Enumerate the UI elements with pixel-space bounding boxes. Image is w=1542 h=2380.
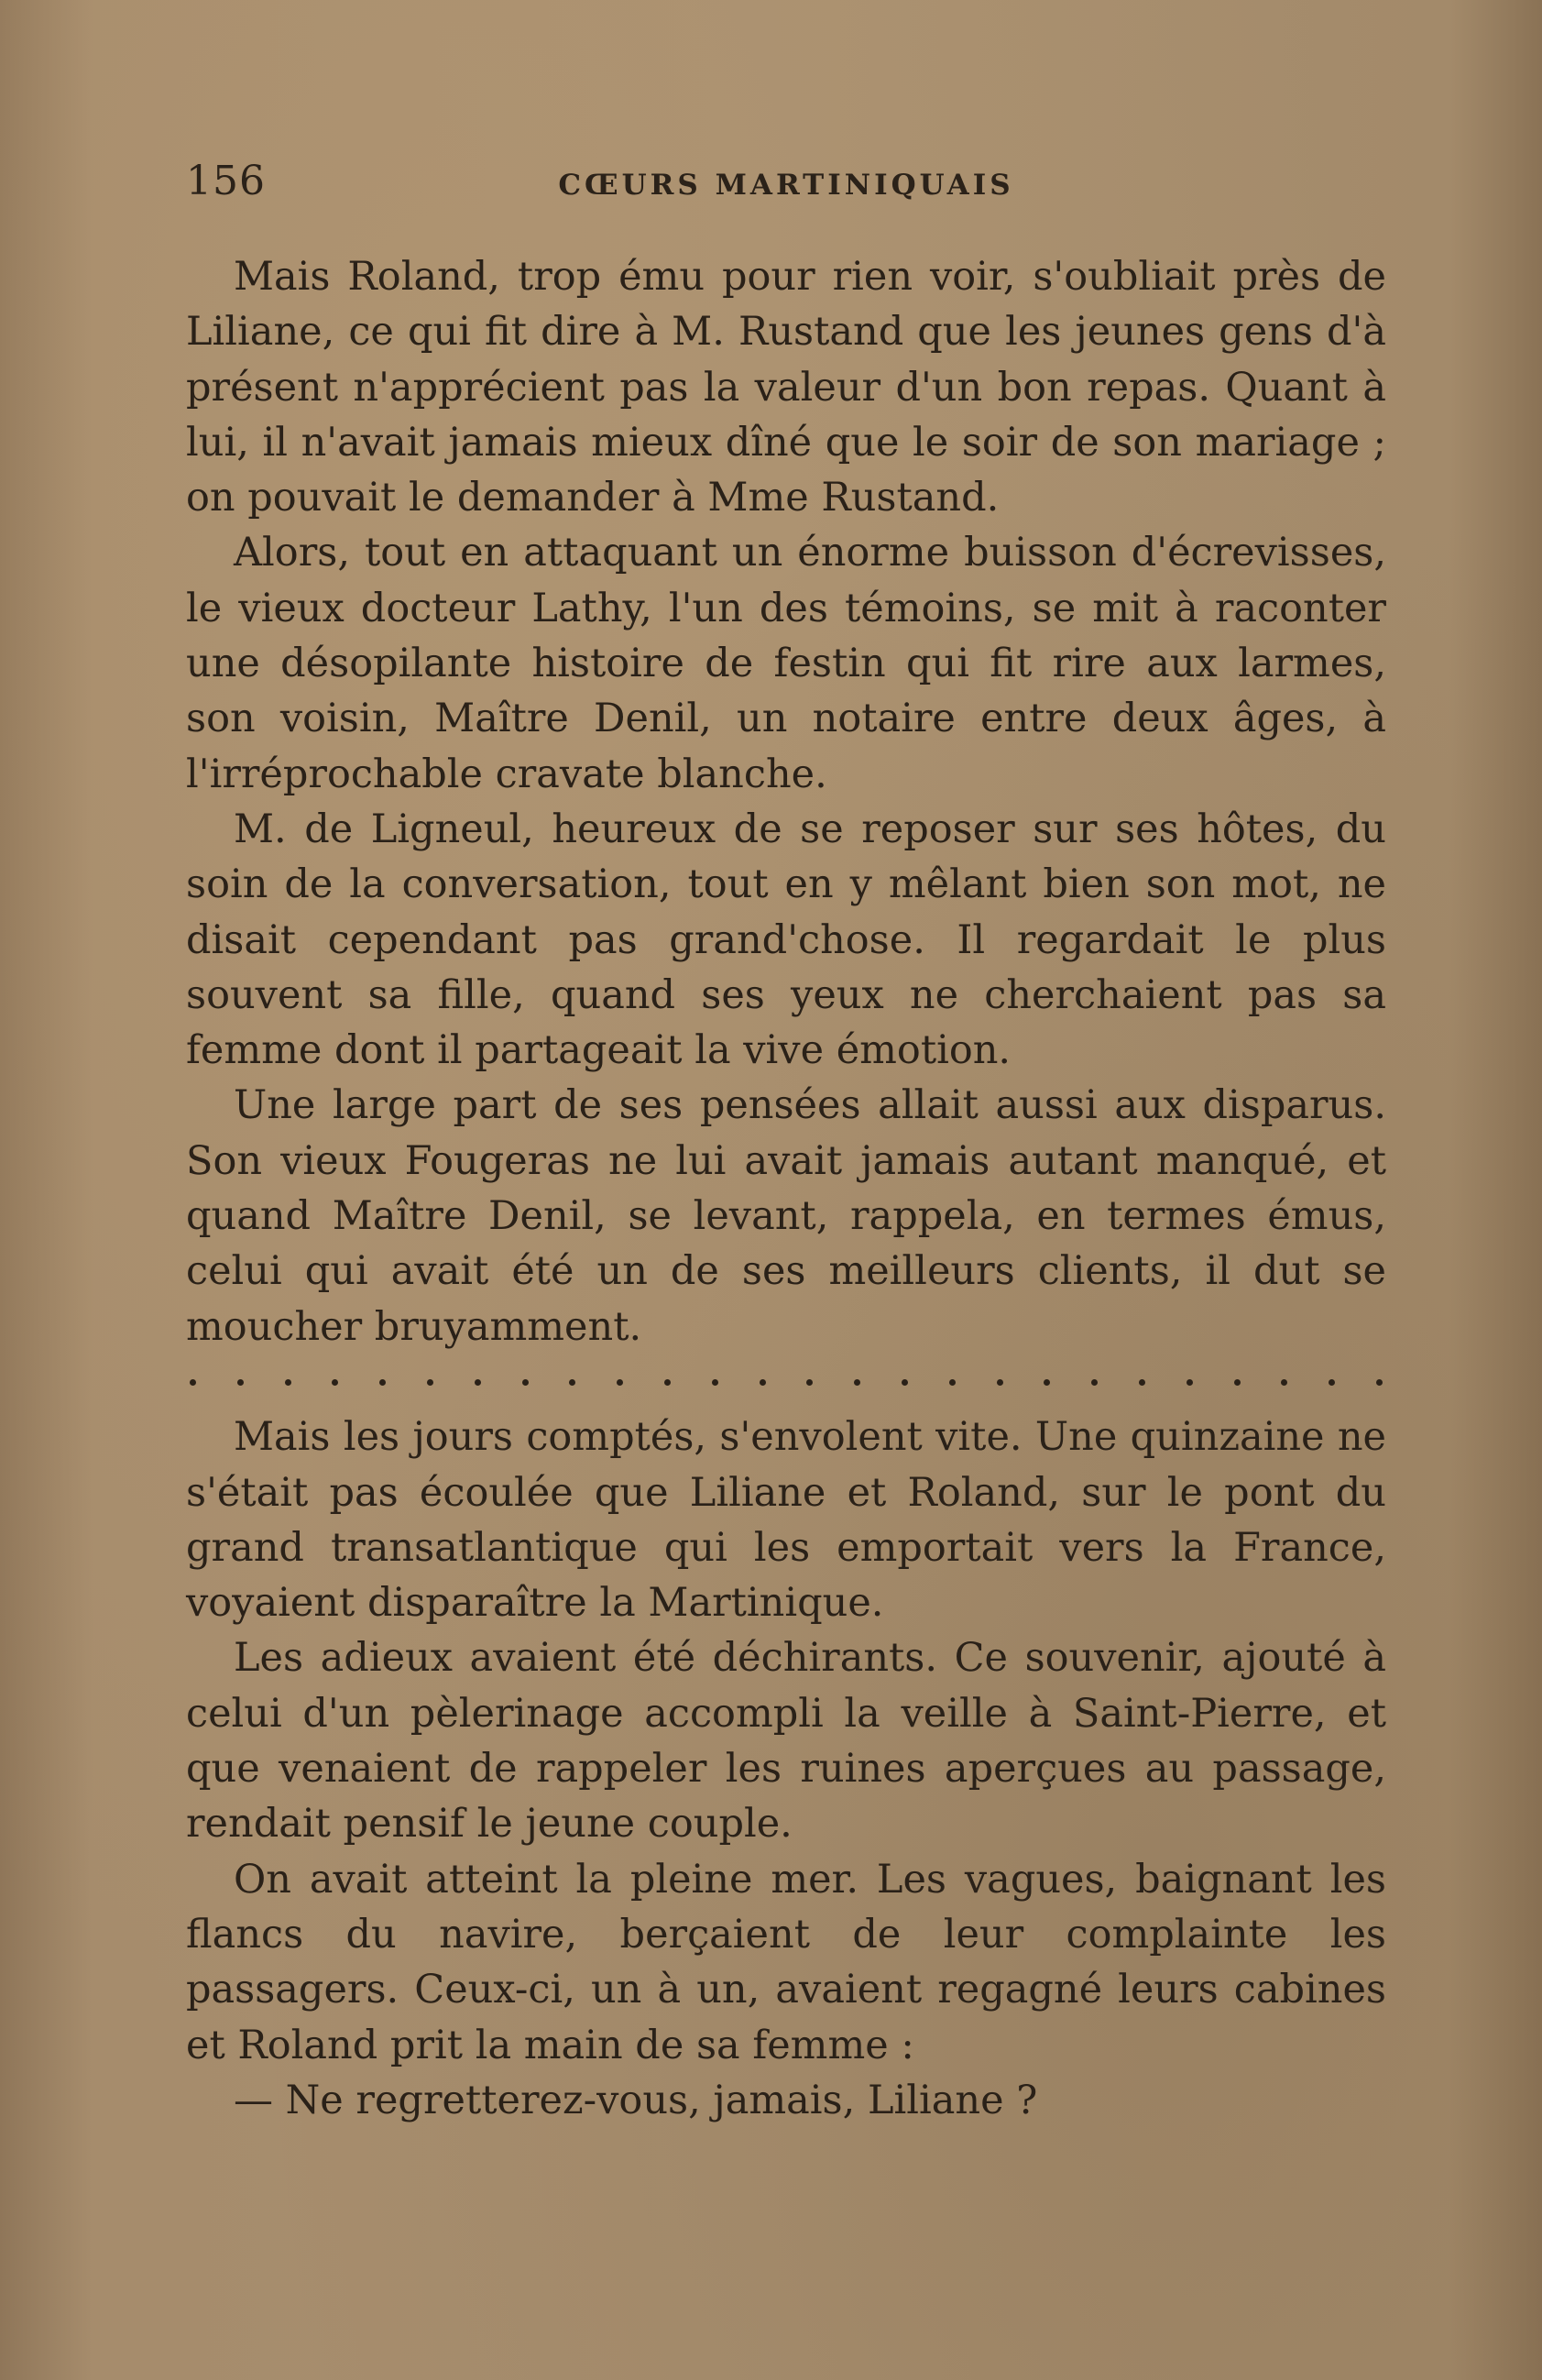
page-number: 156 [186, 158, 266, 204]
body-text [186, 249, 1386, 2128]
dot [949, 1379, 956, 1386]
dot [854, 1379, 860, 1386]
dot [1187, 1379, 1193, 1386]
dot [522, 1379, 529, 1386]
dot [664, 1379, 671, 1386]
dot [902, 1379, 908, 1386]
dot [712, 1379, 718, 1386]
dot [1234, 1379, 1241, 1386]
page-header [186, 158, 1386, 213]
section-break-dots [186, 1355, 1386, 1409]
running-title: CŒURS MARTINIQUAIS [558, 169, 1014, 202]
dialogue-line: — Ne regretterez-vous, jamais, Liliane ? [234, 2077, 1038, 2123]
paragraph: Les adieux avaient été déchirants. Ce souvenir, ajouté à celui d'un pèlerinage accompli la veille à Saint-Pierre, et que venaient de rappeler les ruines aperçues au passage, rendait pensif le jeune couple. [186, 1635, 1386, 1848]
dot [1044, 1379, 1050, 1386]
dot [1329, 1379, 1335, 1386]
dot [285, 1379, 291, 1386]
dot [237, 1379, 244, 1386]
paragraph: M. de Ligneul, heureux de se reposer sur ses hôtes, du soin de la conversation, tout en y mêlant bien son mot, ne disait cependant pas grand'chose. Il regardait le plus souvent sa fille, quand ses yeux ne cherchaient pas sa femme dont il partageait la vive émotion. [186, 806, 1386, 1074]
paragraph: Alors, tout en attaquant un énorme buisson d'écrevisses, le vieux docteur Lathy, l'un des témoins, se mit à raconter une désopilante histoire de festin qui fit rire aux larmes, son voisin, Maître Denil, un notaire entre deux âges, à l'irréprochable cravate blanche. [186, 530, 1386, 797]
dot [760, 1379, 766, 1386]
dot [617, 1379, 623, 1386]
dot [569, 1379, 575, 1386]
dot [190, 1379, 196, 1386]
paragraph: Mais Roland, trop ému pour rien voir, s'oubliait près de Liliane, ce qui fit dire à M. Rustand que les jeunes gens d'à présent n'apprécient pas la valeur d'un bon repas. Quant à lui, il n'avait jamais mieux dîné que le soir de son mariage ; on pouvait le demander à Mme Rustand. [186, 254, 1386, 521]
dot [332, 1379, 338, 1386]
dot [997, 1379, 1003, 1386]
dot [1281, 1379, 1287, 1386]
dot [475, 1379, 481, 1386]
dot [806, 1379, 813, 1386]
paragraph: Mais les jours comptés, s'envolent vite. Une quinzaine ne s'était pas écoulée que Liliane et Roland, sur le pont du grand transatlantique qui les emportait vers la France, voyaient disparaître la Martinique. [186, 1414, 1386, 1627]
dot [1139, 1379, 1145, 1386]
dot [1376, 1379, 1383, 1386]
dot [379, 1379, 386, 1386]
dot [1091, 1379, 1098, 1386]
paragraph: On avait atteint la pleine mer. Les vagues, baignant les flancs du navire, berçaient de leur complainte les passagers. Ceux-ci, un à un, avaient regagné leurs cabines et Roland prit la main de sa femme : [186, 1856, 1386, 2068]
dot [427, 1379, 433, 1386]
paragraph: Une large part de ses pensées allait aussi aux disparus. Son vieux Fougeras ne lui avait jamais autant manqué, et quand Maître Denil, se levant, rappela, en termes émus, celui qui avait été un de ses meilleurs clients, il dut se moucher bruyamment. [186, 1082, 1386, 1350]
